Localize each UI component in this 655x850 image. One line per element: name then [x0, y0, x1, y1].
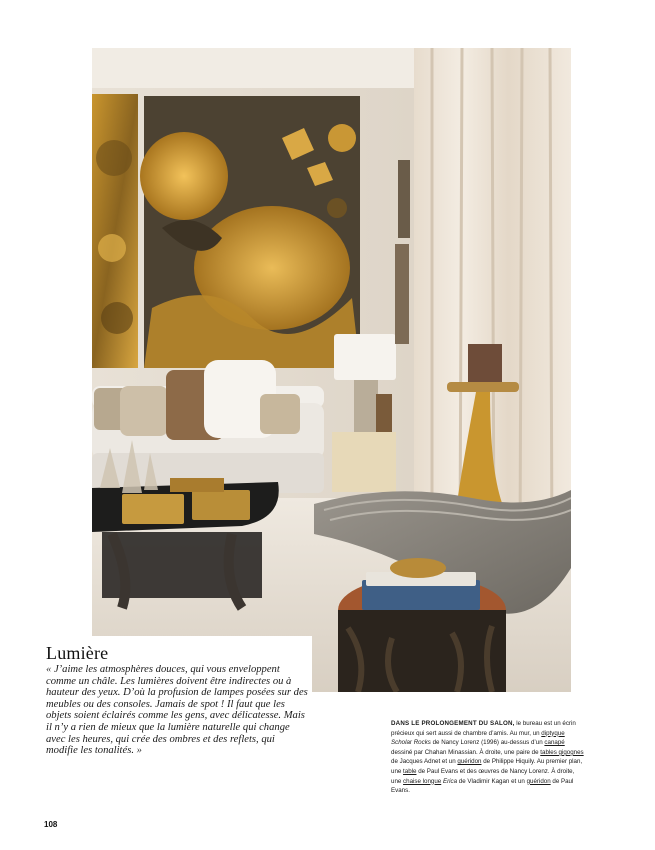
caption-artwork-title: Scholar Rocks	[391, 739, 431, 747]
caption-lead: DANS LE PROLONGEMENT DU SALON,	[391, 720, 515, 727]
caption-link-diptyque: diptyque	[541, 729, 565, 737]
caption-link-gueridon-2: guéridon	[526, 777, 551, 785]
caption-segment: de Nancy Lorenz (1996) au-dessus d’un	[430, 739, 545, 747]
caption-link-chaise-longue: chaise longue	[403, 777, 442, 785]
caption-segment: de Paul Evans.	[391, 777, 574, 795]
caption-segment: de Paul Evans et des œuvres de Nancy Lorenz. À droite, une	[391, 767, 575, 785]
caption-link-canape: canapé	[544, 739, 565, 747]
caption-link-gueridon: guéridon	[457, 758, 482, 766]
quote-text: « J’aime les atmosphères douces, qui vous enveloppent comme un châle. Les lumières doivent être indirectes ou à hauteur des yeux. D’où la profusion de lampes posées sur des meubles ou des consoles. Jamais de spot ! Il faut que les objets soient éclairés comme les gens, avec délicatesse. Mais il n’y a rien de mieux que la lumière naturelle qui change avec les heures, qui crée des ombres et des reflets, qui modifie les tonalités. »	[46, 664, 308, 757]
caption-link-table: table	[403, 767, 417, 775]
caption-segment: dessiné par Chahan Minassian. À droite, une paire de	[391, 748, 541, 756]
caption-chaise-name: Erica	[442, 777, 458, 785]
page-number: 108	[44, 820, 58, 829]
caption-segment: de Philippe Hiquily. Au premier plan, une	[391, 758, 583, 775]
interior-photo	[92, 48, 571, 692]
caption-segment: de Vladimir Kagan et un	[457, 777, 527, 785]
photo-caption	[391, 719, 586, 796]
caption-segment: le bureau est un écrin précieux qui sert aussi de chambre d’amis. Au mur, un	[391, 720, 576, 737]
caption-segment: de Jacques Adnet et un	[391, 758, 458, 766]
quote-title: Lumière	[46, 643, 109, 663]
caption-link-tables-gigognes: tables gigognes	[540, 748, 584, 756]
